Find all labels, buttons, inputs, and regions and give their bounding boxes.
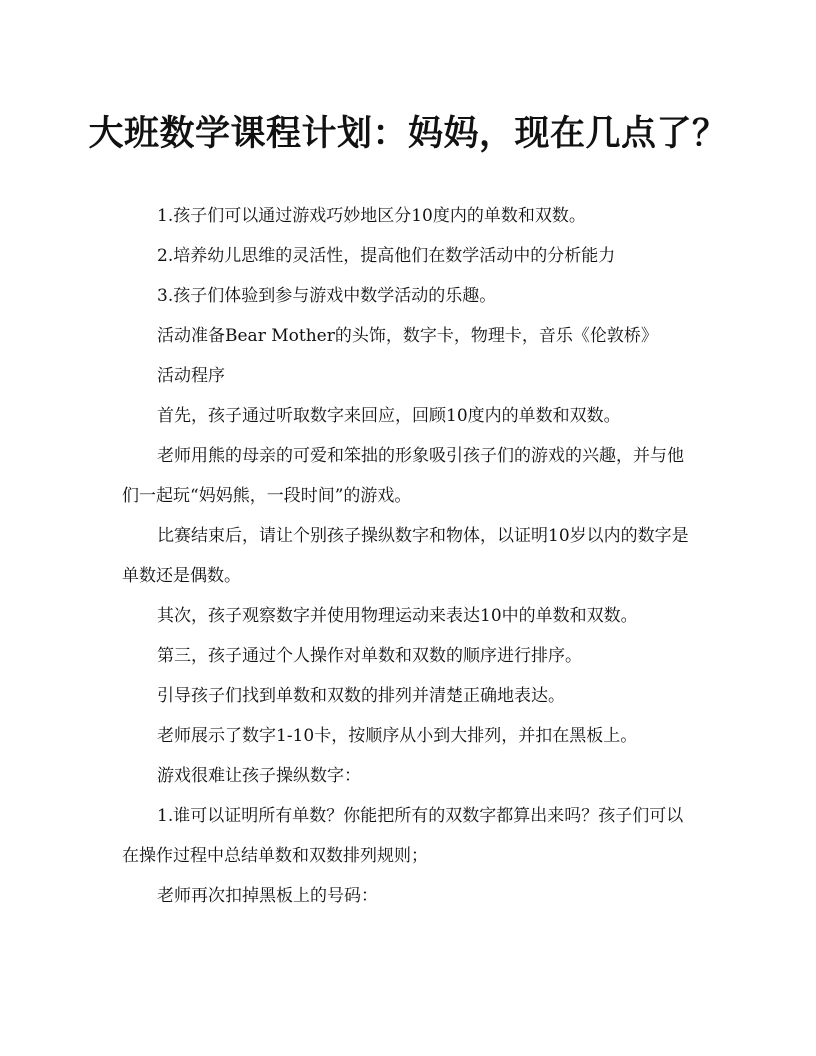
- paragraph-procedure-heading: 活动程序: [157, 366, 225, 386]
- paragraph-question-1: 1.谁可以证明所有单数？你能把所有的双数字都算出来吗？孩子们可以在操作过程中总结单数和双数排列规则；: [122, 806, 684, 866]
- paragraph-game-hard: 游戏很难让孩子操纵数字：: [157, 766, 361, 786]
- paragraph-step-first: 首先，孩子通过听取数字来回应，回顾10度内的单数和双数。: [157, 406, 621, 426]
- paragraph-objective-1: 1.孩子们可以通过游戏巧妙地区分10度内的单数和双数。: [157, 206, 586, 226]
- paragraph-teacher-bear: 老师用熊的母亲的可爱和笨拙的形象吸引孩子们的游戏的兴趣，并与他们一起玩“妈妈熊，一段时间”的游戏。: [122, 446, 684, 506]
- paragraph-preparation: 活动准备Bear Mother的头饰，数字卡，物理卡，音乐《伦敦桥》: [157, 326, 658, 346]
- paragraph-teacher-again: 老师再次扣掉黑板上的号码：: [157, 886, 378, 906]
- document-body: [122, 196, 694, 916]
- paragraph-objective-3: 3.孩子们体验到参与游戏中数学活动的乐趣。: [157, 286, 497, 306]
- paragraph-after-game: 比赛结束后，请让个别孩子操纵数字和物体，以证明10岁以内的数字是单数还是偶数。: [122, 526, 689, 586]
- paragraph-guide: 引导孩子们找到单数和双数的排列并清楚正确地表达。: [157, 686, 565, 706]
- paragraph-objective-2: 2.培养幼儿思维的灵活性，提高他们在数学活动中的分析能力: [157, 246, 616, 266]
- paragraph-cards: 老师展示了数字1-10卡，按顺序从小到大排列，并扣在黑板上。: [157, 726, 638, 746]
- paragraph-step-second: 其次，孩子观察数字并使用物理运动来表达10中的单数和双数。: [157, 606, 638, 626]
- document-title: 大班数学课程计划：妈妈，现在几点了？: [88, 113, 728, 154]
- paragraph-step-third: 第三，孩子通过个人操作对单数和双数的顺序进行排序。: [157, 646, 582, 666]
